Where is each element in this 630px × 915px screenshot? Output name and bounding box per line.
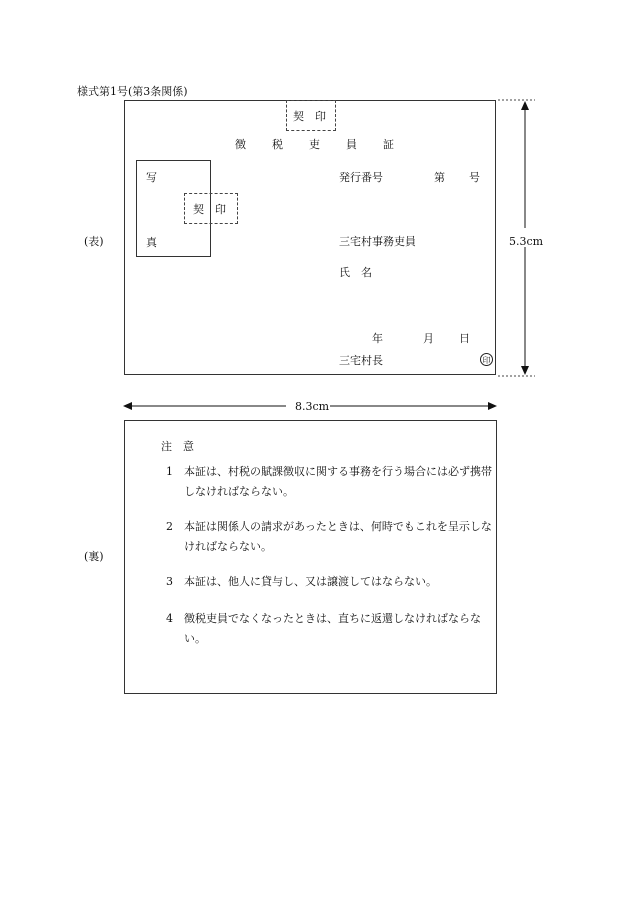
note-number: 4	[166, 612, 173, 625]
arrow-down-icon	[521, 366, 529, 375]
number-dai: 第	[434, 171, 445, 184]
mayor-label: 三宅村長	[339, 354, 383, 367]
issue-number-label: 発行番号	[339, 171, 383, 184]
seal-top-label: 契 印	[293, 110, 326, 123]
back-card	[124, 420, 497, 694]
note-number: 1	[166, 465, 173, 478]
seal-box-top	[286, 100, 336, 131]
card-title: 徴税吏員証	[235, 138, 420, 151]
height-label: 5.3cm	[509, 235, 544, 248]
office-title: 三宅村事務吏員	[339, 235, 416, 248]
note-number: 3	[166, 575, 173, 588]
date-day: 日	[459, 332, 470, 345]
note-text: 本証は、他人に貸与し、又は譲渡してはならない。	[184, 575, 437, 588]
note-text: 本証は、村税の賦課徴収に関する事務を行う場合には必ず携帯しなければならない。	[184, 465, 492, 498]
arrow-right-icon	[488, 402, 497, 410]
back-side-label: (裏)	[84, 550, 104, 563]
name-label: 氏 名	[339, 266, 372, 279]
front-card	[124, 100, 496, 375]
note-number: 2	[166, 520, 173, 533]
photo-bottom-label: 真	[146, 236, 157, 249]
mayor-seal-icon: 印	[480, 353, 493, 366]
note-text: 本証は関係人の請求があったときは、何時でもこれを呈示しなければならない。	[184, 520, 492, 553]
seal-box-photo	[184, 193, 238, 224]
arrow-left-icon	[123, 402, 132, 410]
arrow-up-icon	[521, 101, 529, 110]
seal-photo-label: 契 印	[193, 203, 226, 216]
date-year: 年	[372, 332, 383, 345]
number-go: 号	[469, 171, 480, 184]
date-month: 月	[423, 332, 434, 345]
form-label: 様式第1号(第3条関係)	[77, 85, 188, 98]
notes-heading: 注 意	[161, 440, 194, 453]
photo-top-label: 写	[146, 171, 157, 184]
note-text: 徴税吏員でなくなったときは、直ちに返還しなければならない。	[184, 612, 481, 645]
front-side-label: (表)	[84, 235, 104, 248]
width-label: 8.3cm	[295, 400, 330, 413]
